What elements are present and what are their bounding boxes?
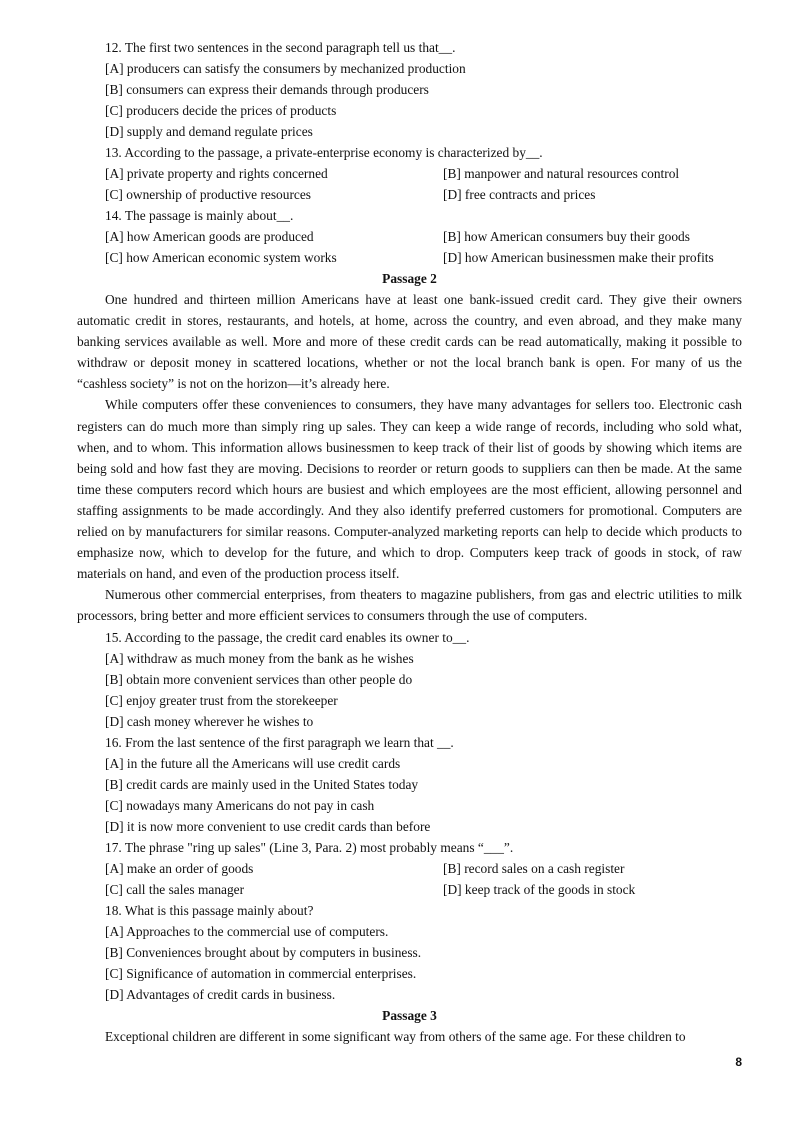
option-c: [C] Significance of automation in commercial enterprises. — [105, 965, 417, 981]
option-b: [B] Conveniences brought about by computers in business. — [105, 944, 422, 960]
passage-2-paragraph-3: Numerous other commercial enterprises, from theaters to magazine publishers, from gas and electric utilities to milk processors, bring better and more efficient services to consumers through the use of computers. — [77, 587, 742, 624]
option-c: [C] how American economic system works — [105, 250, 337, 265]
option-b: [B] how American consumers buy their goods — [443, 229, 690, 244]
question-stem: 18. What is this passage mainly about? — [105, 902, 314, 918]
question-stem: 14. The passage is mainly about__. — [105, 208, 294, 223]
question-stem: 17. The phrase "ring up sales" (Line 3, Para. 2) most probably means “___”. — [105, 839, 514, 855]
question-15 — [77, 627, 742, 732]
question-stem: 16. From the last sentence of the first paragraph we learn that __. — [105, 734, 454, 750]
option-b: [B] manpower and natural resources control — [443, 166, 680, 181]
option-c: [C] nowadays many Americans do not pay in cash — [105, 797, 375, 813]
option-a: [A] how American goods are produced — [105, 229, 314, 244]
options-row — [77, 226, 742, 247]
option-a: [A] in the future all the Americans will use credit cards — [105, 755, 401, 771]
page-number: 8 — [735, 1055, 742, 1069]
option-c: [C] call the sales manager — [105, 881, 245, 897]
option-b: [B] consumers can express their demands through producers — [105, 82, 429, 97]
passage-2-paragraph-2: While computers offer these conveniences to consumers, they have many advantages for sellers too. Electronic cash registers can do much more than simply ring up sales. They can keep a wide range of records, including who sold what, when, and to whom. This information allows businessmen to keep track of their list of goods by showing which items are being sold and how fast they are moving. Decisions to reorder or return goods to suppliers can then be made. At the same time these computers record which hours are busiest and which employees are the most efficient, allowing personnel and staffing assignments to be made accordingly. And they also identify preferred customers for promotional. Computers are relied on by manufacturers for similar reasons. Computer-analyzed marketing reports can help to decide which products to emphasize now, which to develop for the future, and which to drop. Computers keep track of goods in stock, of raw materials on hand, and even of the production process itself. — [77, 397, 742, 582]
option-b: [B] credit cards are mainly used in the United States today — [105, 776, 419, 792]
option-b: [B] obtain more convenient services than other people do — [105, 671, 413, 687]
passage-2-heading: Passage 2 — [382, 271, 437, 286]
question-12 — [77, 37, 742, 142]
question-17 — [77, 837, 742, 900]
option-a: [A] Approaches to the commercial use of computers. — [105, 923, 389, 939]
options-row — [77, 879, 742, 900]
question-13 — [77, 142, 742, 205]
options-row — [77, 247, 742, 268]
question-stem: 12. The first two sentences in the second paragraph tell us that__. — [105, 40, 456, 55]
question-16 — [77, 732, 742, 837]
option-c: [C] ownership of productive resources — [105, 187, 312, 202]
option-d: [D] keep track of the goods in stock — [443, 881, 636, 897]
option-b: [B] record sales on a cash register — [443, 860, 625, 876]
option-a: [A] make an order of goods — [105, 860, 254, 876]
option-d: [D] supply and demand regulate prices — [105, 124, 313, 139]
question-18 — [77, 900, 742, 1005]
options-row — [77, 858, 742, 879]
option-a: [A] producers can satisfy the consumers by mechanized production — [105, 61, 466, 76]
options-row — [77, 163, 742, 184]
passage-3-heading: Passage 3 — [382, 1007, 437, 1023]
option-a: [A] withdraw as much money from the bank as he wishes — [105, 650, 414, 666]
option-d: [D] Advantages of credit cards in business. — [105, 986, 336, 1002]
option-c: [C] enjoy greater trust from the storekeeper — [105, 692, 338, 708]
option-d: [D] cash money wherever he wishes to — [105, 713, 314, 729]
option-a: [A] private property and rights concerned — [105, 166, 328, 181]
passage-2-paragraph-1: One hundred and thirteen million Americans have at least one bank-issued credit card. They give their owners automatic credit in stores, restaurants, and hotels, at home, across the country, and even abroad, and they make many banking services available as well. More and more of these credit cards can be read automatically, making it possible to withdraw or deposit money in scattered locations, whether or not the local branch bank is open. For many of us the “cashless society” is not on the horizon—it’s already here. — [77, 292, 742, 392]
option-d: [D] free contracts and prices — [443, 187, 596, 202]
option-d: [D] how American businessmen make their profits — [443, 250, 714, 265]
question-stem: 13. According to the passage, a private-enterprise economy is characterized by__. — [105, 145, 543, 160]
passage-3-paragraph-1: Exceptional children are different in some significant way from others of the same age. For these children to — [105, 1028, 686, 1044]
question-stem: 15. According to the passage, the credit card enables its owner to__. — [105, 629, 470, 645]
options-row — [77, 184, 742, 205]
question-14 — [77, 205, 742, 268]
option-c: [C] producers decide the prices of products — [105, 103, 337, 118]
option-d: [D] it is now more convenient to use credit cards than before — [105, 818, 431, 834]
page-content — [77, 37, 742, 1047]
